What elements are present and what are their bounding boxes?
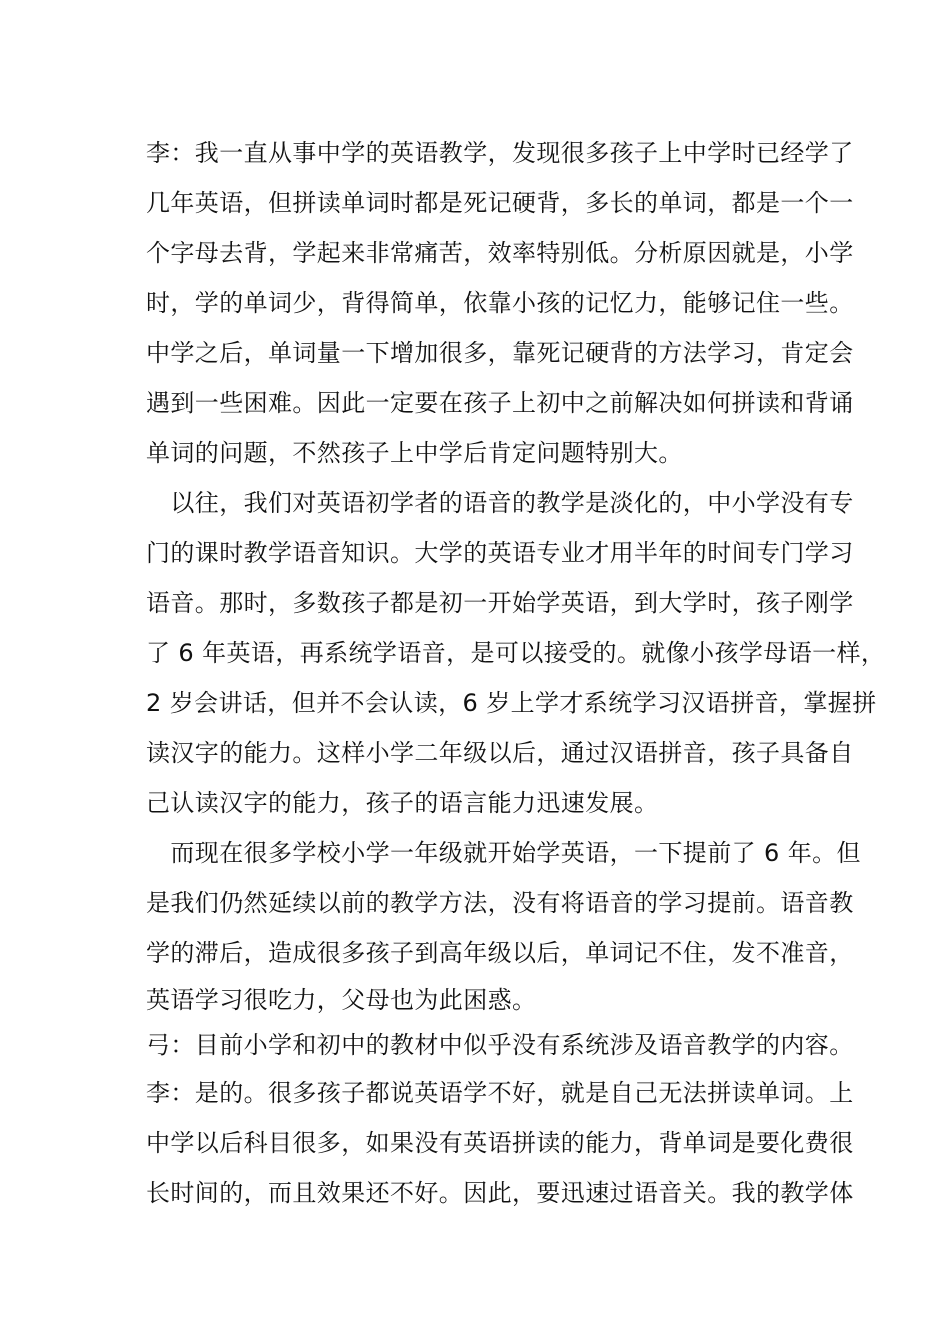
text-line: 而现在很多学校小学一年级就开始学英语，一下提前了 6 年。但 — [146, 839, 861, 867]
text-line: 语音。那时，多数孩子都是初一开始学英语，到大学时，孩子刚学 — [146, 589, 854, 617]
text-line: 学的滞后，造成很多孩子到高年级以后，单词记不住，发不准音， — [146, 939, 854, 967]
text-line: 2 岁会讲话，但并不会认读，6 岁上学才系统学习汉语拼音，掌握拼 — [146, 689, 877, 717]
text-line: 几年英语，但拼读单词时都是死记硬背，多长的单词，都是一个一 — [146, 189, 854, 217]
text-line: 遇到一些困难。因此一定要在孩子上初中之前解决如何拼读和背诵 — [146, 389, 854, 417]
text-line: 是我们仍然延续以前的教学方法，没有将语音的学习提前。语音教 — [146, 889, 854, 917]
text-line: 李：是的。很多孩子都说英语学不好，就是自己无法拼读单词。上 — [146, 1079, 854, 1107]
text-line: 英语学习很吃力，父母也为此困惑。 — [146, 986, 537, 1014]
text-line: 单词的问题，不然孩子上中学后肯定问题特别大。 — [146, 439, 683, 467]
text-line: 弓：目前小学和初中的教材中似乎没有系统涉及语音教学的内容。 — [146, 1031, 854, 1059]
text-line: 了 6 年英语，再系统学语音，是可以接受的。就像小孩学母语一样， — [146, 639, 886, 667]
text-line: 读汉字的能力。这样小学二年级以后，通过汉语拼音，孩子具备自 — [146, 739, 854, 767]
text-line: 中学之后，单词量一下增加很多，靠死记硬背的方法学习，肯定会 — [146, 339, 854, 367]
text-line: 以往，我们对英语初学者的语音的教学是淡化的，中小学没有专 — [146, 489, 854, 517]
text-line: 己认读汉字的能力，孩子的语言能力迅速发展。 — [146, 789, 659, 817]
text-line: 中学以后科目很多，如果没有英语拼读的能力，背单词是要化费很 — [146, 1129, 854, 1157]
text-line: 个字母去背，学起来非常痛苦，效率特别低。分析原因就是，小学 — [146, 239, 854, 267]
text-line: 时，学的单词少，背得简单，依靠小孩的记忆力，能够记住一些。 — [146, 289, 854, 317]
text-line: 李：我一直从事中学的英语教学，发现很多孩子上中学时已经学了 — [146, 139, 854, 167]
body-text — [146, 128, 886, 1218]
text-line: 长时间的，而且效果还不好。因此，要迅速过语音关。我的教学体 — [146, 1179, 854, 1207]
text-line: 门的课时教学语音知识。大学的英语专业才用半年的时间专门学习 — [146, 539, 854, 567]
